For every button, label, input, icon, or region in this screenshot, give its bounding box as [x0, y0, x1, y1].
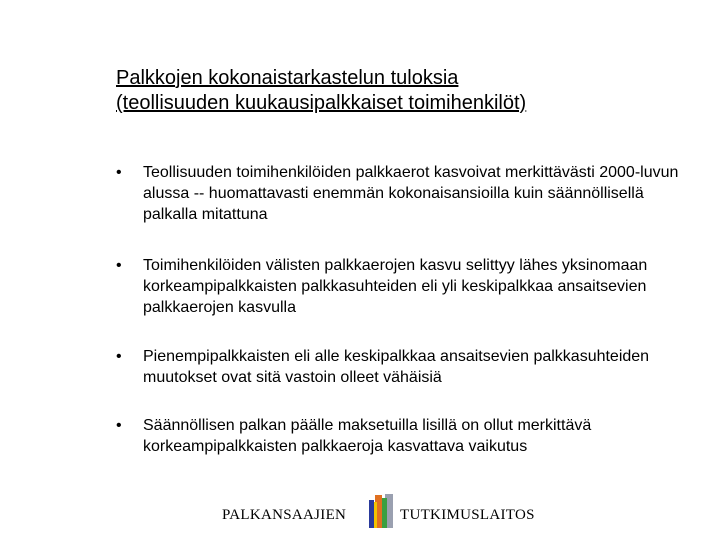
bullet-text: Teollisuuden toimihenkilöiden palkkaerot kasvoivat merkittävästi 2000-luvun alussa -- huomattavasti enemmän kokonaisansioilla kuin säännöllisellä palkalla mitattuna — [143, 164, 679, 223]
bullet-marker: • — [116, 348, 122, 365]
bullet-item — [116, 162, 696, 225]
bullet-marker: • — [116, 164, 122, 181]
bullet-list — [116, 162, 696, 457]
bullet-item — [116, 415, 696, 457]
bullet-text: Toimihenkilöiden välisten palkkaerojen kasvu selittyy lähes yksinomaan korkeampipalkkaisten palkkasuhteiden eli yli keskipalkkaa ansaitsevien palkkaerojen kasvulla — [143, 257, 648, 316]
footer-text-right: TUTKIMUSLAITOS — [400, 507, 535, 523]
institute-logo-icon — [366, 492, 394, 532]
logo-bar-blue — [369, 500, 374, 528]
slide-title-line-2: (teollisuuden kuukausipalkkaiset toimihenkilöt) — [116, 92, 527, 114]
bullet-item — [116, 255, 696, 318]
bullet-marker: • — [116, 417, 122, 434]
bullet-text: Pienempipalkkaisten eli alle keskipalkkaa ansaitsevien palkkasuhteiden muutokset ovat sitä vastoin olleet vähäisiä — [143, 348, 650, 386]
footer — [0, 492, 720, 532]
bullet-item — [116, 346, 696, 388]
slide-title — [116, 66, 676, 116]
slide-title-line-1: Palkkojen kokonaistarkastelun tuloksia — [116, 67, 459, 89]
bullet-marker: • — [116, 257, 122, 274]
footer-text-left: PALKANSAAJIEN — [222, 507, 347, 523]
bullet-text: Säännöllisen palkan päälle maksetuilla lisillä on ollut merkittävä korkeampipalkkaisten palkkaeroja kasvattava vaikutus — [143, 417, 592, 455]
